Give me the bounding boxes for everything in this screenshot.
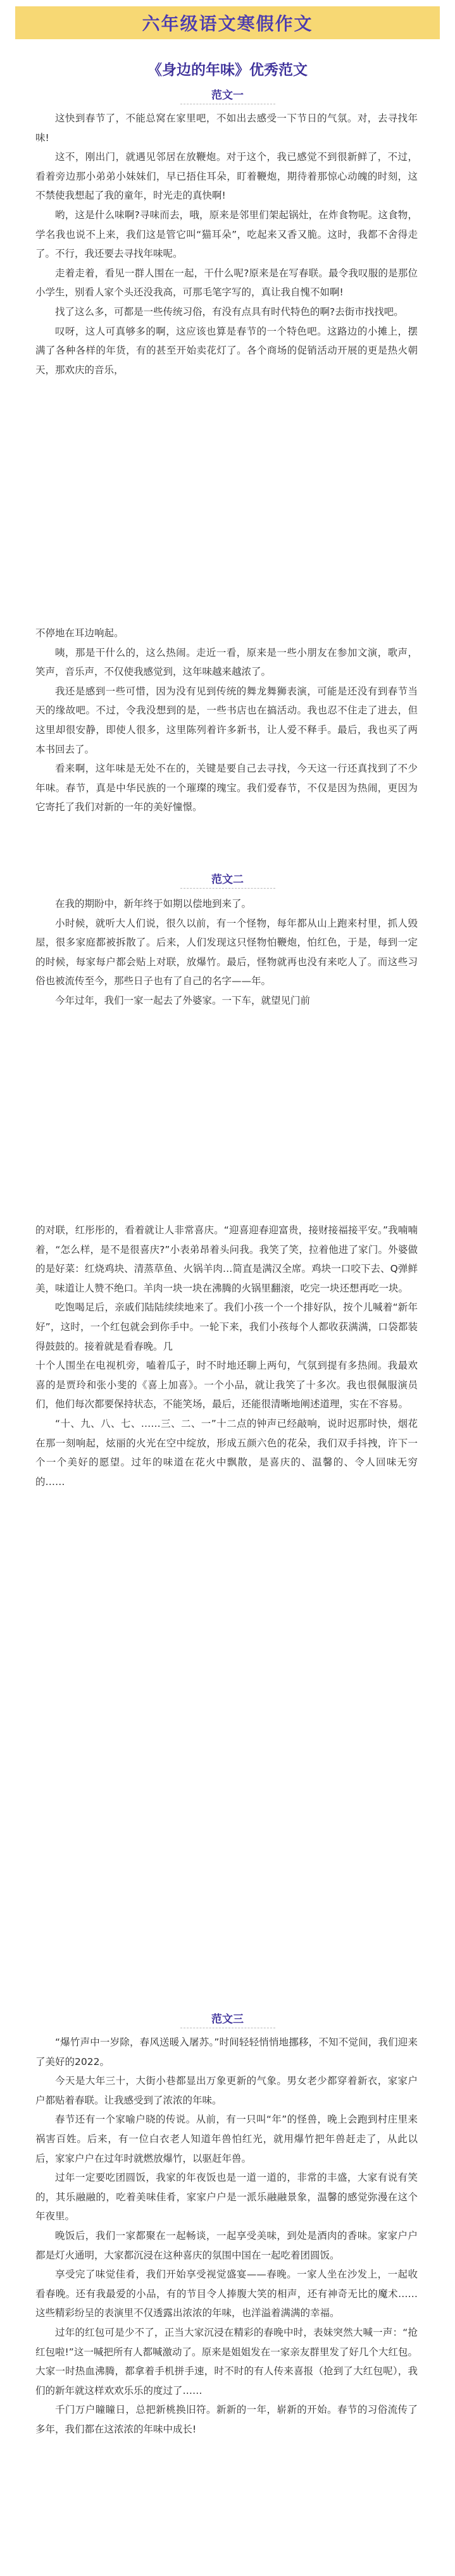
page-title: 六年级语文寒假作文 [142, 13, 313, 34]
section-heading-text: 范文二 [211, 873, 244, 886]
paragraph: 这不，刚出门，就遇见邻居在放鞭炮。对于这个，我已感觉不到很新鲜了，不过，看着旁边那小弟弟小妹妹们，早已捂住耳朵，盯着鞭炮，期待着那惊心动魄的时刻，这不禁使我想起了我的童年，时光走的真快啊! [35, 151, 418, 202]
paragraph: 享受完了味觉佳肴，我们开始享受视觉盛宴——春晚。一家人坐在沙发上，一起收看春晚。还有我最爱的小品，有的节目令人捧腹大笑的相声，还有神奇无比的魔术……这些精彩纷呈的表演里不仅透露出浓浓的年味，也洋溢着满满的幸福。 [35, 2269, 418, 2319]
paragraph: 千门万户瞳瞳日，总把新桃换旧符。新新的一年，崭新的开始。春节的习俗流传了多年，我们都在这浓浓的年味中成长! [35, 2404, 418, 2435]
paragraph: 今年过年，我们一家一起去了外婆家。一下车，就望见门前 [55, 994, 311, 1006]
paragraph: 十个人围坐在电视机旁，嗑着瓜子，时不时地还聊上两句，气氛到提有多热闹。我最欢喜的是贾玲和张小斐的《喜上加喜》。一个小品，就让我笑了十多次。我也很佩服演员们，他们每次都要保持状态，不能笑场，最后，还能很清晰地阐述道理，实在不容易。 [35, 1360, 418, 1410]
paragraph: 在我的期盼中，新年终于如期以偿地到来了。 [55, 898, 252, 909]
title-banner [15, 6, 440, 39]
essay-two-part-b [35, 1221, 418, 1491]
section-heading-2 [0, 870, 455, 889]
paragraph: “十、九、八、七、……三、二、一”十二点的钟声已经敲响，说时迟那时快，烟花在那一刻响起，炫丽的火光在空中绽放，形成五颜六色的花朵，我们双手抖拽，许下一个一个美好的愿望。过年的味道在花火中飘散，是喜庆的、温馨的、令人回味无穷的…… [35, 1417, 418, 1488]
essay-three [35, 2033, 418, 2439]
paragraph: 哟，这是什么味啊?寻味而去，哦，原来是邻里们架起锅灶，在炸食物呢。这食物，学名我也说不上来，我们这是管它叫“猫耳朵”，吃起来又香又脆。这时，我都不舍得走了。不行，我还要去寻找年味呢。 [35, 209, 418, 260]
paragraph: 晚饭后，我们一家都聚在一起畅谈，一起享受美味，到处是酒肉的香味。家家户户都是灯火通明，大家都沉浸在这种喜庆的氛围中国在一起吃着团圆饭。 [35, 2229, 418, 2261]
paragraph: 我还是感到一些可惜，因为没有见到传统的舞龙舞狮表演，可能是还没有到春节当天的缘故吧。不过，令我没想到的是，一些书店也在搞活动。我也忍不住走了进去，但这里却很安静，即使人很多，这里陈列着许多新书，让人爱不释手。最后，我也买了两本书回去了。 [35, 685, 418, 755]
paragraph: 咦，那是干什么的，这么热闹。走近一看，原来是一些小朋友在参加文演，歌声，笑声，音乐声，不仅使我感觉到，这年味越来越浓了。 [35, 646, 418, 678]
section-heading-text: 范文一 [211, 89, 244, 102]
section-divider [180, 888, 275, 889]
paragraph: 看来啊，这年味是无处不在的，关键是要自己去寻找，今天这一行还真找到了不少年味。春节，真是中华民族的一个璀璨的瑰宝。我们爱春节，不仅是因为热闹，更因为它寄托了我们对新的一年的美好憧憬。 [35, 763, 418, 813]
paragraph: 的对联，红彤彤的，看着就让人非常喜庆。“迎喜迎春迎富贵，接财接福接平安。”我喃喃着，“怎么样，是不是很喜庆?”小表弟昂着头问我。我笑了笑，拉着他进了家门。外婆做的是好菜：红烧鸡块、清蒸草鱼、火锅羊肉…简直是满汉全席。鸡块一口咬下去、Q弹鲜美，味道让人赞不绝口。羊肉一块一块在沸腾的火锅里翻滚，吃完一块还想再吃一块。 [35, 1224, 418, 1294]
section-heading-text: 范文三 [211, 2013, 244, 2026]
section-heading-3 [0, 2010, 455, 2028]
essay-one-part-b [35, 624, 418, 817]
essay-one-part-a [35, 109, 418, 379]
paragraph: “爆竹声中一岁除，春风送暖入屠苏。”时间轻轻悄悄地挪移，不知不觉间，我们迎来了美好的2022。 [35, 2037, 418, 2068]
paragraph: 这快到春节了，不能总窝在家里吧，不如出去感受一下节日的气氛。对，去寻找年味! [35, 113, 418, 144]
paragraph: 过年的红包可是少不了，正当大家沉浸在精彩的春晚中时，表妹突然大喊一声：“抢红包啦!”这一喊把所有人都喊激动了。原来是姐姐发在一家亲友群里发了好几个大红包。大家一时热血沸腾，都拿着手机拼手速，时不时的有人传来喜报（抢到了大红包呢），我们的新年就这样欢欢乐乐的度过了…… [35, 2326, 418, 2396]
essay-two-part-a [35, 894, 418, 1011]
paragraph: 吃饱喝足后，亲戚们陆陆续续地来了。我们小孩一个一个排好队，按个儿喊着“新年好”，这时，一个红包就会到你手中。一轮下来，我们小孩每个人都收获满满，口袋都装得鼓鼓的。接着就是看春晚。几 [35, 1302, 418, 1352]
paragraph: 叹呀，这人可真够多的啊，这应该也算是春节的一个特色吧。这路边的小摊上，摆满了各种各样的年货，有的甚至开始卖花灯了。各个商场的促销活动开展的更是热火朝天，那欢庆的音乐， [35, 325, 418, 376]
paragraph: 春节还有一个家喻户晓的传说。从前，有一只叫“年”的怪兽，晚上会跑到村庄里来祸害百姓。后来，有一位白衣老人知道年兽怕红光，就用爆竹把年兽赶走了，从此以后，家家户户在过年时就燃放爆竹，以驱赶年兽。 [35, 2114, 418, 2164]
paragraph: 不停地在耳边响起。 [35, 627, 124, 639]
paragraph: 找了这么多，可都是一些传统习俗，有没有点具有时代特色的啊?去街市找找吧。 [55, 305, 404, 317]
paragraph: 走着走着，看见一群人围在一起，干什么呢?原来是在写春联。最令我叹服的是那位小学生，别看人家个头还没我高，可那毛笔字写的，真让我自愧不如啊! [35, 267, 418, 299]
paragraph: 小时候，就听大人们说，很久以前，有一个怪物，每年都从山上跑来村里，抓人毁屋，很多家庭都被拆散了。后来，人们发现这只怪物怕鞭炮，怕红色，于是，每到一定的时候，每家每户都会贴上对联，放爆竹。最后，怪物就再也没有来吃人了。而这些习俗也被流传至今，那些日子也有了自己的名字——年。 [35, 917, 418, 987]
paragraph: 今天是大年三十，大街小巷都显出万象更新的气象。男女老少都穿着新衣，家家户户都贴着春联。让我感受到了浓浓的年味。 [35, 2075, 418, 2106]
paragraph: 过年一定要吃团圆饭，我家的年夜饭也是一道一道的，非常的丰盛，大家有说有笑的，其乐融融的，吃着美味佳肴，家家户户是一派乐融融景象，温馨的感觉弥漫在这个年夜里。 [35, 2172, 418, 2222]
section-heading-1 [0, 86, 455, 104]
page-subtitle: 《身边的年味》优秀范文 [147, 62, 308, 78]
